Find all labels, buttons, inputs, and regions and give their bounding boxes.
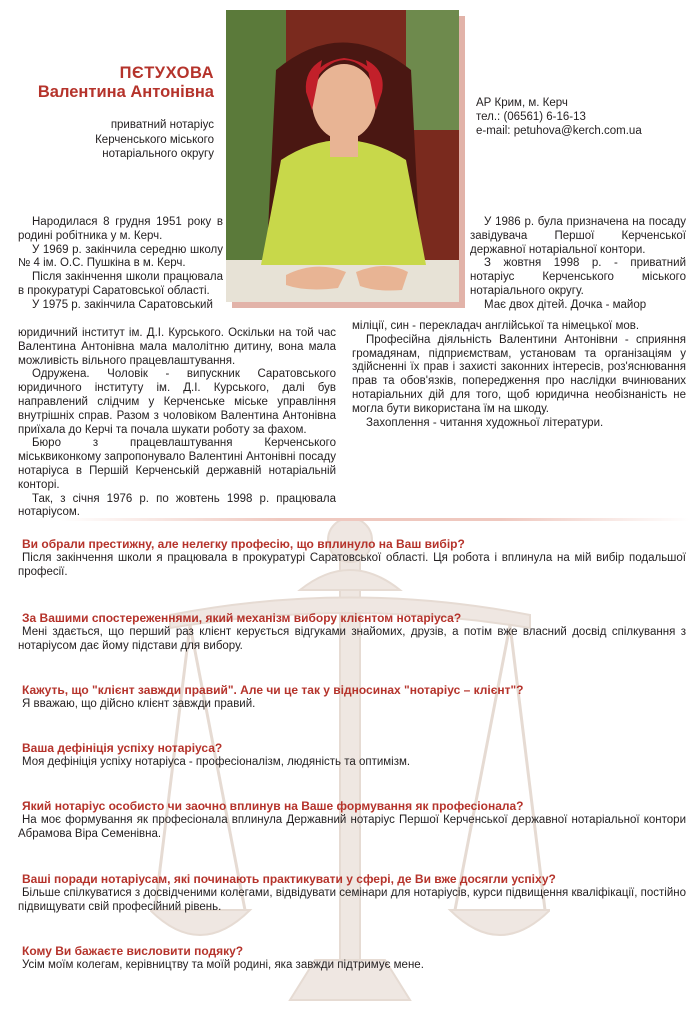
- bio-paragraph: Після закінчення школи працювала в прокуратурі Саратовської області.: [18, 271, 223, 297]
- interview-item: [18, 741, 686, 769]
- contact-email: e-mail: petuhova@kerch.com.ua: [476, 125, 642, 137]
- bio-paragraph: У 1969 р. закінчила середню школу № 4 ім. О.С. Пушкіна в м. Керч.: [18, 243, 223, 270]
- given-name: Валентина Антонівна: [37, 83, 214, 101]
- contact-info: [476, 96, 691, 138]
- notary-role: [18, 118, 214, 162]
- portrait-photo-icon: [226, 10, 459, 302]
- interview-item: [18, 799, 686, 841]
- role-line: приватний нотаріус: [110, 119, 214, 131]
- interview-item: [18, 611, 686, 653]
- role-line: Керченського міського: [95, 133, 214, 146]
- interview-answer: Усім моїм колегам, керівництву та моїй родині, яка завжди підтримує мене.: [22, 959, 424, 971]
- bio-paragraph: У 1975 р. закінчила Саратовський: [32, 298, 213, 311]
- interview-item: [18, 872, 686, 914]
- surname: ПЄТУХОВА: [119, 64, 214, 82]
- interview-question: Кому Ви бажаєте висловити подяку?: [22, 944, 244, 958]
- biography-left-continued: [18, 327, 336, 520]
- interview-question: Кажуть, що "клієнт завжди правий". Але чи це так у відносинах "нотаріус – клієнт"?: [22, 683, 524, 697]
- biography-right-column: [470, 216, 686, 313]
- bio-paragraph: Захоплення - читання художньої літератури.: [366, 416, 604, 429]
- interview-item: [18, 537, 686, 579]
- interview-question: Який нотаріус особисто чи заочно вплинув на Ваше формування як професіонала?: [22, 799, 524, 813]
- interview-item: [18, 944, 686, 972]
- bio-paragraph: Одружена. Чоловік - випускник Саратовського юридичного інституту ім. Д.І. Курського, далі був направлений слідчим у Керченське міське управління внутрішніх справ. Разом з чоловіком Валентина Антонівна приїхала до Керчі та почала шукати роботу за фахом.: [18, 368, 336, 436]
- bio-paragraph: міліції, син - перекладач англійської та німецької мов.: [352, 320, 640, 332]
- interview-question: Ваші поради нотаріусам, які починають практикувати у сфері, де Ви вже досягли успіху?: [22, 872, 556, 886]
- interview-answer: Мені здається, що перший раз клієнт керується відгуками знайомих, друзів, а потім вже власний досвід спілкування з нотаріусом дає йому підстави для вибору.: [18, 626, 686, 652]
- contact-phone: тел.: (06561) 6-16-13: [476, 111, 586, 123]
- biography-left-column: [18, 216, 223, 313]
- bio-paragraph: Професійна діяльність Валентини Антонівни - сприяння громадянам, підприємствам, установам та організаціям у здійсненні їх прав і захисті законних інтересів, роз'яснювання прав та обов'язків, попередження про наслідки вчинюваних нотаріальних дій для того, щоб юридична необізнаність не могла бути використана їм на шкоду.: [352, 333, 686, 415]
- bio-paragraph: Має двох дітей. Дочка - майор: [484, 298, 647, 311]
- interview-question: Ви обрали престижну, але нелегку професію, що вплинуло на Ваш вибір?: [22, 537, 465, 551]
- portrait-frame: [226, 10, 459, 302]
- role-line: нотаріального округу: [102, 148, 214, 160]
- section-divider: [60, 518, 690, 521]
- interview-answer: Моя дефініція успіху нотаріуса - професіоналізм, людяність та оптимізм.: [22, 756, 411, 768]
- contact-city: АР Крим, м. Керч: [476, 97, 568, 109]
- interview-answer: Після закінчення школи я працювала в прокуратурі Саратовської області. Ця робота і вплинула на мій вибір подальшої професії.: [18, 552, 686, 578]
- bio-paragraph: Так, з січня 1976 р. по жовтень 1998 р. працювала нотаріусом.: [18, 492, 336, 519]
- biography-right-continued: [352, 320, 686, 430]
- bio-paragraph: Бюро з працевлаштування Керченського міськвиконкому запропонувало Валентині Антонівні посаду нотаріуса в Першій Керченській державній нотаріальній конторі.: [18, 437, 336, 491]
- bio-paragraph: З жовтня 1998 р. - приватний нотаріус Керченського міського нотаріального округу.: [470, 257, 686, 297]
- interview-question: Ваша дефініція успіху нотаріуса?: [22, 741, 223, 755]
- interview-answer: Більше спілкуватися з досвідченими колегами, відвідувати семінари для нотаріусів, курси підвищення кваліфікації, постійно підвищувати свій професійний рівень.: [18, 887, 686, 913]
- bio-paragraph: Народилася 8 грудня 1951 року в родині робітника у м. Керч.: [18, 216, 223, 242]
- interview-answer: На моє формування як професіонала вплинула Державний нотаріус Першої Керченської державної нотаріальної контори Абрамова Віра Семенівна.: [18, 814, 686, 840]
- bio-paragraph: юридичний інститут ім. Д.І. Курського. Оскільки на той час Валентина Антонівна мала малолітню дитину, вона мала можливість вільного працевлаштування.: [18, 327, 336, 367]
- interview-question: За Вашими спостереженнями, який механізм вибору клієнтом нотаріуса?: [22, 611, 462, 625]
- interview-item: [18, 683, 686, 711]
- interview-answer: Я вважаю, що дійсно клієнт завжди правий.: [22, 698, 256, 710]
- bio-paragraph: У 1986 р. була призначена на посаду завідувача Першої Керченської державної нотаріальної контори.: [470, 216, 686, 256]
- person-name: [18, 64, 214, 102]
